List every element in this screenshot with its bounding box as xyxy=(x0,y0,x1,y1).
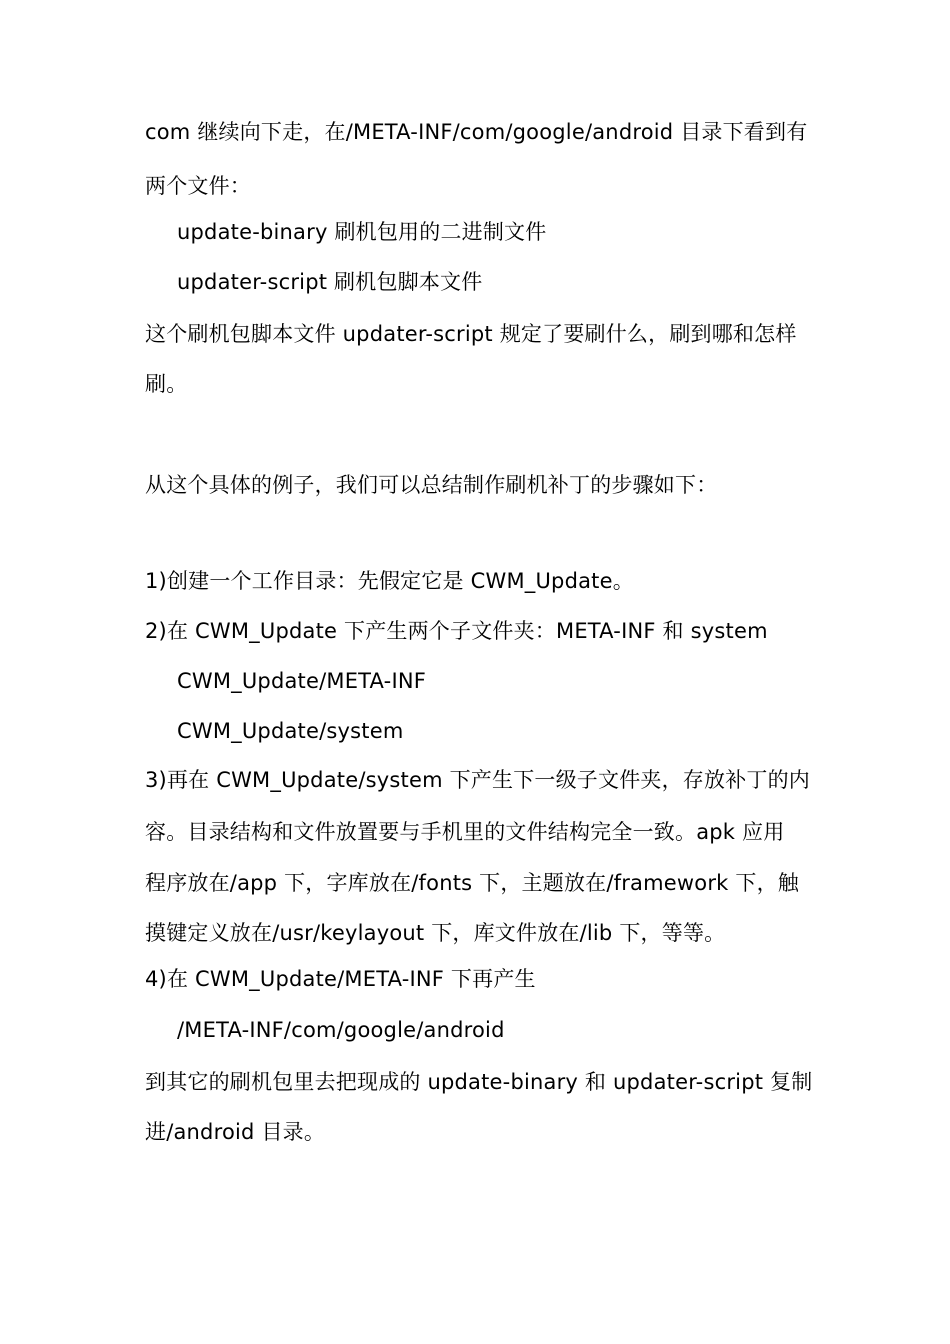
text-line: updater-script 刷机包脚本文件 xyxy=(177,270,483,294)
text-line: 摸键定义放在/usr/keylayout 下，库文件放在/lib 下，等等。 xyxy=(145,921,726,945)
text-line: 进/android 目录。 xyxy=(145,1120,326,1144)
text-line: 1)创建一个工作目录：先假定它是 CWM_Update。 xyxy=(145,569,634,593)
text-line: update-binary 刷机包用的二进制文件 xyxy=(177,220,547,244)
text-line: 2)在 CWM_Update 下产生两个子文件夹：META-INF 和 system xyxy=(145,619,768,643)
text-line: /META-INF/com/google/android xyxy=(177,1018,505,1042)
text-line: 刷。 xyxy=(145,372,188,396)
text-line: 程序放在/app 下，字库放在/fonts 下，主题放在/framework 下，触 xyxy=(145,871,799,895)
text-line: 从这个具体的例子，我们可以总结制作刷机补丁的步骤如下： xyxy=(145,473,718,497)
text-line: 3)再在 CWM_Update/system 下产生下一级子文件夹，存放补丁的内 xyxy=(145,768,810,792)
text-line: 容。目录结构和文件放置要与手机里的文件结构完全一致。apk 应用 xyxy=(145,820,785,844)
text-line: com 继续向下走，在/META-INF/com/google/android 目录下看到有 xyxy=(145,120,808,144)
text-line: 到其它的刷机包里去把现成的 update-binary 和 updater-script 复制 xyxy=(145,1070,813,1094)
text-line: CWM_Update/system xyxy=(177,719,404,743)
text-line: 两个文件： xyxy=(145,174,251,198)
text-line: 4)在 CWM_Update/META-INF 下再产生 xyxy=(145,967,536,991)
text-line: CWM_Update/META-INF xyxy=(177,669,427,693)
text-line: 这个刷机包脚本文件 updater-script 规定了要刷什么，刷到哪和怎样 xyxy=(145,322,797,346)
